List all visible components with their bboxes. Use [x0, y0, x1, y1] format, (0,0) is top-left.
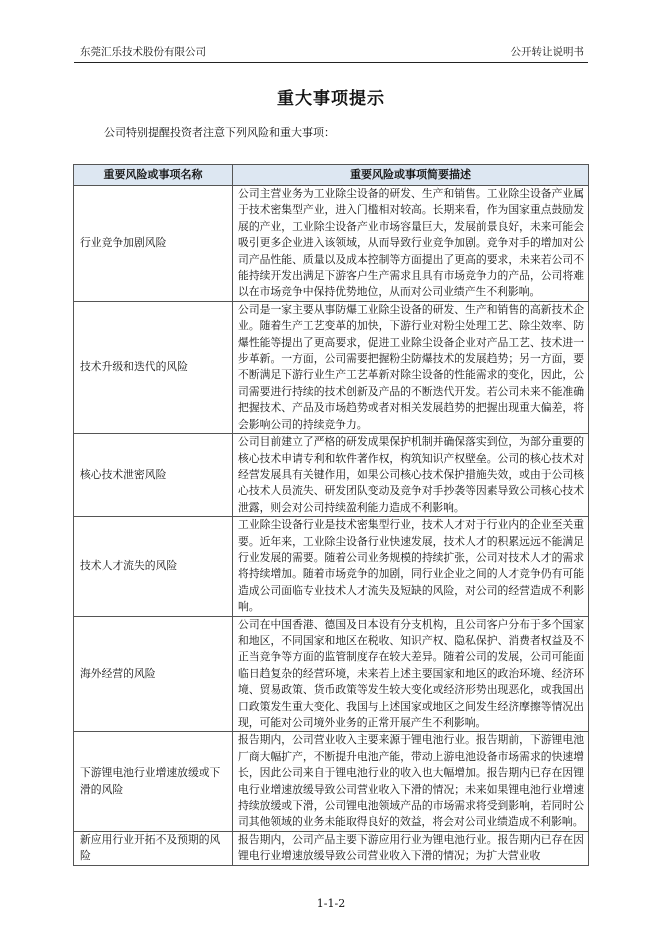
table-row: [74, 434, 589, 517]
risk-name-cell: 技术人才流失的风险: [74, 517, 233, 616]
risk-description-cell: 工业除尘设备行业是技术密集型行业，技术人才对于行业内的企业至关重要。近年来，工业除尘设备行业快速发展，技术人才的积累远远不能满足行业发展的需要。随着公司业务规模的持续扩张，公司对技术人才的需求将持续增加。随着市场竞争的加剧，同行业企业之间的人才竞争仍有可能造成公司面临专业技术人才流失及短缺的风险，对公司的经营造成不利影响。: [233, 517, 589, 616]
page-number: 1-1-2: [316, 897, 346, 910]
risk-name-cell: 核心技术泄密风险: [74, 434, 233, 517]
table-row: [74, 831, 589, 865]
risk-name-cell: 下游锂电池行业增速放缓或下滑的风险: [74, 732, 233, 831]
table-row: [74, 732, 589, 831]
col-header-risk-name: 重要风险或事项名称: [74, 165, 233, 186]
risk-name-cell: 海外经营的风险: [74, 616, 233, 732]
table-row: [74, 517, 589, 616]
risk-description-cell: 公司在中国香港、德国及日本设有分支机构，且公司客户分布于多个国家和地区，不同国家和地区在税收、知识产权、隐私保护、消费者权益及不正当竞争等方面的监管制度存在较大差异。随着公司的发展，公司可能面临日趋复杂的经营环境，未来若上述主要国家和地区的政治环境、经济环境、贸易政策、货币政策等发生较大变化或经济形势出现恶化，或我国出口政策发生重大变化、我国与上述国家或地区之间发生经济摩擦等情况出现，可能对公司境外业务的正常开展产生不利影响。: [233, 616, 589, 732]
risk-description-cell: 报告期内，公司产品主要下游应用行业为锂电池行业。报告期内已存在因锂电行业增速放缓导致公司营业收入下滑的情况；为扩大营业收: [233, 831, 589, 865]
header-document-type: 公开转让说明书: [510, 46, 584, 58]
risk-name-cell: 新应用行业开拓不及预期的风险: [74, 831, 233, 865]
table-row: [74, 616, 589, 732]
risk-table: [73, 164, 589, 866]
risk-name-cell: 技术升级和迭代的风险: [74, 301, 233, 433]
page-title: 重大事项提示: [277, 89, 385, 109]
table-row: [74, 186, 589, 302]
table-row: [74, 301, 589, 433]
risk-description-cell: 公司目前建立了严格的研发成果保护机制并确保落实到位，为部分重要的核心技术申请专利和软件著作权，构筑知识产权壁垒。公司的核心技术对经营发展具有关键作用，如果公司核心技术保护措施失效，或由于公司核心技术人员流失、研发团队变动及竞争对手抄袭等因素导致公司核心技术泄露，则会对公司持续盈利能力造成不利影响。: [233, 434, 589, 517]
header-divider: [74, 62, 588, 63]
risk-description-cell: 公司主营业务为工业除尘设备的研发、生产和销售。工业除尘设备产业属于技术密集型产业，进入门槛相对较高。长期来看，作为国家重点鼓励发展的产业，工业除尘设备产业市场容量巨大，发展前景良好，未来可能会吸引更多企业进入该领域，从而导致行业竞争加剧。竞争对手的增加对公司产品性能、质量以及成本控制等方面提出了更高的要求，未来若公司不能持续开发出满足下游客户生产需求且具有市场竞争力的产品，公司将难以在市场竞争中保持优势地位，从而对公司业绩产生不利影响。: [233, 186, 589, 302]
col-header-risk-description: 重要风险或事项简要描述: [233, 165, 589, 186]
risk-name-cell: 行业竞争加剧风险: [74, 186, 233, 302]
intro-text: 公司特别提醒投资者注意下列风险和重大事项：: [104, 126, 335, 139]
header-company-name: 东莞汇乐技术股份有限公司: [80, 46, 206, 58]
risk-description-cell: 报告期内，公司营业收入主要来源于锂电池行业。报告期前，下游锂电池厂商大幅扩产，不断提升电池产能，带动上游电池设备市场需求的快速增长，因此公司来自于锂电池行业的收入也大幅增加。报告期内已存在因锂电行业增速放缓导致公司营业收入下滑的情况；未来如果锂电池行业增速持续放缓或下滑，公司锂电池领域产品的市场需求将受到影响，若同时公司其他领域的业务未能取得良好的效益，将会对公司业绩造成不利影响。: [233, 732, 589, 831]
table-header-row: [74, 165, 589, 186]
risk-description-cell: 公司是一家主要从事防爆工业除尘设备的研发、生产和销售的高新技术企业。随着生产工艺变革的加快，下游行业对粉尘处理工艺、除尘效率、防爆性能等提出了更高要求，促进工业除尘设备企业对产品工艺、技术进一步革新。一方面，公司需要把握粉尘防爆技术的发展趋势；另一方面，要不断满足下游行业生产工艺革新对除尘设备的性能需求的变化，因此，公司需要进行持续的技术创新及产品的不断迭代开发。若公司未来不能准确把握技术、产品及市场趋势或者对相关发展趋势的把握出现重大偏差，将会影响公司的持续竞争力。: [233, 301, 589, 433]
